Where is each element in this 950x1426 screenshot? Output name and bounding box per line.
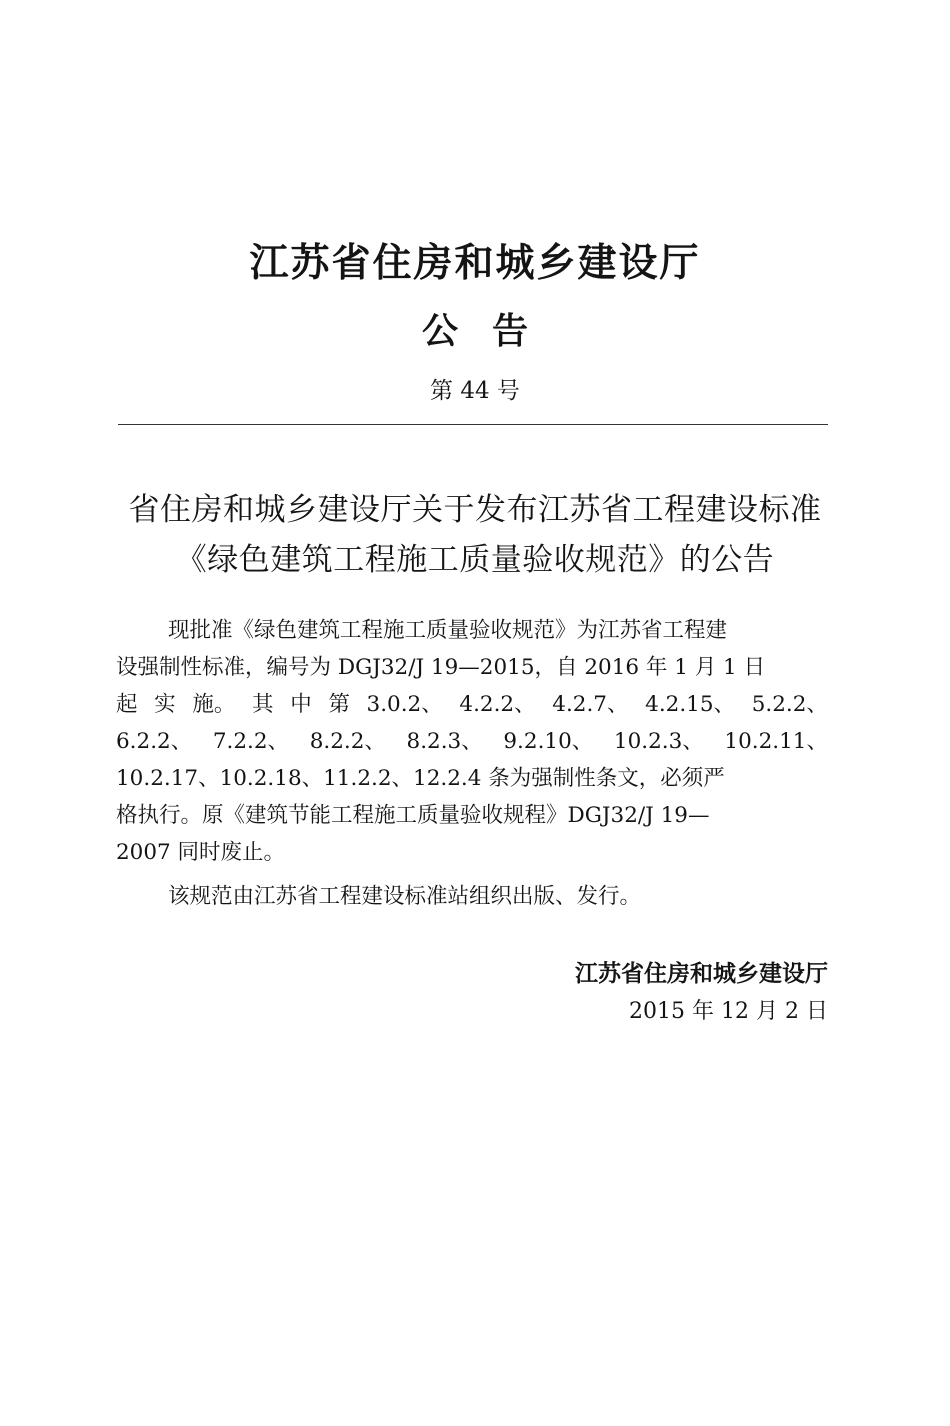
headline-line-2: 《绿色建筑工程施工质量验收规范》的公告 [175,542,775,578]
signature-org: 江苏省住房和城乡建设厅 [575,961,828,987]
body-line [116,762,828,796]
body-line [116,688,828,722]
body-text: 4.2.7、 [552,692,629,717]
notice-number: 第 44 号 [430,378,520,404]
body-text: 格执行。原《建筑节能工程施工质量验收规程》DGJ32/J 19— [116,803,710,828]
body-line [116,836,828,870]
agency-name: 江苏省住房和城乡建设厅 [249,241,701,286]
signature-date: 2015 年 12 月 2 日 [629,999,828,1024]
body-text: 5.2.2、 [751,692,828,717]
body-paragraph-2: 该规范由江苏省工程建设标准站组织出版、发行。 [168,884,642,909]
body-text: 起 [116,692,138,717]
body-text: 3.0.2、 [366,692,443,717]
body-text: 10.2.17、10.2.18、11.2.2、12.2.4 条为强制性条文，必须严 [116,766,725,791]
notice-title: 公告 [421,311,562,352]
body-text: 10.2.3、 [613,729,704,754]
body-text: 4.2.15、 [645,692,736,717]
headline-line-1: 省住房和城乡建设厅关于发布江苏省工程建设标准 [128,492,822,528]
body-text: 9.2.10、 [503,729,594,754]
body-line [116,799,828,833]
body-text: 10.2.11、 [724,729,828,754]
body-line [116,651,828,685]
divider-line [118,424,828,425]
body-text: 8.2.3、 [406,729,483,754]
body-text: 中 [290,692,312,717]
body-text: 6.2.2、 [116,729,193,754]
body-text: 实 [154,692,176,717]
body-text: 第 [328,692,350,717]
body-text: 4.2.2、 [459,692,536,717]
body-line [116,725,828,759]
body-text: 8.2.2、 [309,729,386,754]
body-text: 2007 同时废止。 [116,840,286,865]
body-text: 7.2.2、 [212,729,290,754]
body-text: 施。 [192,692,236,717]
body-text: 现批准《绿色建筑工程施工质量验收规范》为江苏省工程建 [168,618,728,643]
body-text: 其 [252,692,274,717]
body-line [168,614,828,648]
body-text: 设强制性标准，编号为 DGJ32/J 19—2015，自 2016 年 1 月 1 日 [116,655,766,680]
